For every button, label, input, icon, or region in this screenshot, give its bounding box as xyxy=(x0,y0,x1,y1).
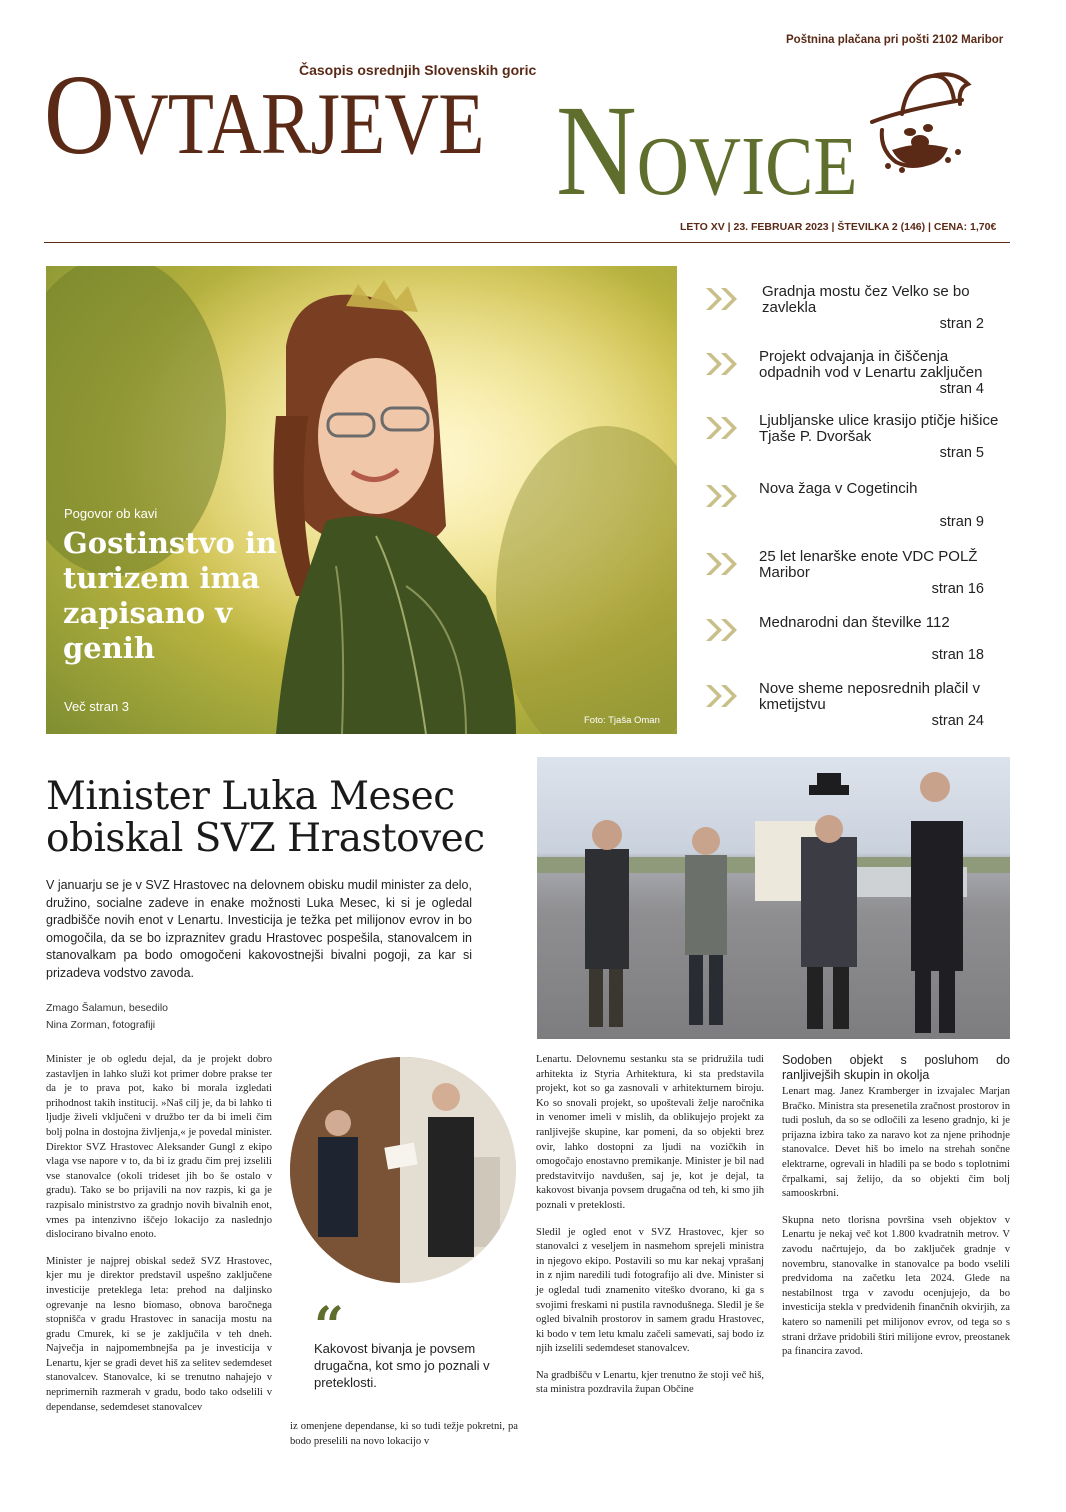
hero-title[interactable]: Gostinstvo in turizem ima zapisano v genih xyxy=(63,526,278,665)
toc-title: Nove sheme neposrednih plačil v kmetijstvu xyxy=(759,680,980,713)
toc-title: Ljubljanske ulice krasijo ptičje hišice Tjaše P. Dvoršak xyxy=(759,412,999,445)
double-chevron-right-icon xyxy=(704,683,740,709)
toc-title: Projekt odvajanja in čiščenja odpadnih vod v Lenartu zaključen xyxy=(759,348,983,381)
toc-title: Nova žaga v Cogetincih xyxy=(759,480,918,497)
toc-page: stran 9 xyxy=(939,514,984,530)
article-paragraph: Skupna neto tlorisna površina vseh objektov v Lenartu je nekaj več kot 1.800 kvadratnih metrov. V zavodu načrtujejo, da bo zaključek gradnje v novembru, stanovalke in stanovalce pa bodo vselili predvidoma na začetku leta 2024. Glede na nestabilnost trga v zavodu ocenjujejo, da bo investicija stekla v predvidenih finančnih okvirjih, za katero so namenili pet milijonov evrov, od tega so s strani države pridobili štiri milijone evrov, preostanek pa financira zavod. xyxy=(782,1214,1010,1358)
article-paragraph: Lenart mag. Janez Kramberger in izvajalec Marjan Bračko. Ministra sta presenetila zračnost prostorov in tudi posluh, da so se odločili za leseno gradnjo, ki je prijazna izbira tako za naravo kot za njene prihodnje stanovalce. Devet hiš bo imelo na strehah sončne elektrarne, ogrevali in hladili pa se bodo s toplotnimi črpalkami, saj želijo, da so objekti čim bolj samooskrbni. xyxy=(782,1086,1010,1200)
issue-line: LETO XV | 23. FEBRUAR 2023 | ŠTEVILKA 2 (146) | CENA: 1,70€ xyxy=(680,221,997,233)
article-column-4 xyxy=(782,1053,1010,1372)
main-photo-illustration xyxy=(537,757,1010,1039)
article-column-1 xyxy=(46,1053,272,1427)
toc-page: stran 18 xyxy=(931,647,984,663)
double-chevron-right-icon xyxy=(704,286,740,312)
article-paragraph: iz omenjene dependanse, ki so tudi težje pokretni, pa bodo preselili na novo lokacijo v xyxy=(290,1421,518,1447)
subheading: Sodoben objekt s posluhom do ranljivejših skupin in okolja xyxy=(782,1053,1010,1082)
article-column-2 xyxy=(290,1420,518,1461)
toc-item[interactable] xyxy=(704,413,1004,465)
article-paragraph: Minister je najprej obiskal sedež SVZ Hrastovec, kjer mu je direktor predstavil uspešno zaključene investicije preteklega leta: prehod na daljinsko ogrevanje na lesno biomaso, obnova baročnega stopnišča v gradu Hrastovec in sanacija mostu na gradu Cmurek, ki se je zaključila v teh dneh. Največja in najpomembnejša pa je investicija v Lenartu, kjer se gradi devet hiš za selitev sedemdeset stanovalcev. Stanovalce, ki se trenutno nahajejo v neprimernih razmerah v gradu, bodo tako odselili v dependanse, sedemdeset stanovalcev xyxy=(46,1255,272,1413)
masthead-rule xyxy=(44,242,1010,243)
circle-photo-illustration xyxy=(290,1057,516,1283)
masthead-rest-2: OVICE xyxy=(636,120,858,213)
double-chevron-right-icon xyxy=(704,483,740,509)
masthead-rest-1: VTARJEVE xyxy=(113,76,484,173)
article-main-photo xyxy=(537,757,1010,1039)
toc-title: Gradnja mostu čez Velko se bo zavlekla xyxy=(762,283,970,316)
masthead-subtitle: Časopis osrednjih Slovenskih goric xyxy=(299,62,537,78)
toc-item[interactable] xyxy=(704,481,1004,533)
article-paragraph: Na gradbišču v Lenartu, kjer trenutno že stoji več hiš, sta ministra pozdravila župan Občine xyxy=(536,1369,764,1396)
toc-page: stran 2 xyxy=(939,316,984,332)
pull-quote: Kakovost bivanja je povsem drugačna, kot smo jo poznali v preteklosti. xyxy=(314,1341,490,1390)
quote-mark-icon: “ xyxy=(314,1296,344,1357)
double-chevron-right-icon xyxy=(704,415,740,441)
double-chevron-right-icon xyxy=(704,551,740,577)
article-credits xyxy=(46,1000,168,1034)
farmer-face-logo xyxy=(862,70,972,174)
article-circle-photo xyxy=(290,1057,516,1283)
masthead-initial-o: O xyxy=(44,51,114,178)
credit-text: Zmago Šalamun, besedilo xyxy=(46,1002,168,1014)
double-chevron-right-icon xyxy=(704,617,740,643)
toc-item[interactable] xyxy=(704,284,1004,336)
hero-more-link[interactable]: Več stran 3 xyxy=(64,699,130,714)
masthead-initial-n: N xyxy=(556,79,637,223)
toc-page: stran 5 xyxy=(939,445,984,461)
toc-item[interactable] xyxy=(704,615,1004,667)
toc-title: 25 let lenarške enote VDC POLŽ Maribor xyxy=(759,548,978,581)
article-paragraph: Minister je ob ogledu dejal, da je projekt dobro zastavljen in lahko služi kot primer dobre prakse ter da je to prava pot, kako bi morala izgledati prihodnost takih institucij. »Naš cilj je, da bi lahko ti ljudje živeli vključeni v družbo ter da bi imeli čim bolj polna in dostojna življenja,« je povedal minister. Direktor SVZ Hrastovec Aleksander Gungl z ekipo vlaga vse napore v to, da bi iz gradu čim prej izselili vse stanovalce (okoli trideset jih bo še ostalo v gradu). Tako se bo prijavili na nov razpis, ki ga je razpisalo ministrstvo za gradnjo novih bivalnih enot, vmes pa intenzivno iščejo lokacijo za naslednjo dislocirano bivalno enoto. xyxy=(46,1054,272,1241)
hero-photo-credit: Foto: Tjaša Oman xyxy=(584,715,660,726)
toc-page: stran 16 xyxy=(931,581,984,597)
toc-item[interactable] xyxy=(704,349,1004,401)
double-chevron-right-icon xyxy=(704,351,740,377)
toc-page: stran 4 xyxy=(939,381,984,397)
article-lead: V januarju se je v SVZ Hrastovec na delovnem obisku mudil minister za delo, družino, socialne zadeve in enake možnosti Luka Mesec, ki si je ogledal gradbišče novih enot v Lenartu. Investicija je težka pet milijonov evrov in bo omogočila, da se bo izpraznitev gradu Hrastovec pospešila, stanovalcem in stanovalkam pa bodo omogočeni kakovostnejši bivalni pogoji, za kar si prizadeva vodstvo zavoda. xyxy=(46,878,472,980)
hero-section-label: Pogovor ob kavi xyxy=(64,506,158,521)
postage-note: Poštnina plačana pri pošti 2102 Maribor xyxy=(786,34,1004,46)
toc-item[interactable] xyxy=(704,549,1004,601)
masthead-title-part1 xyxy=(44,51,484,178)
article-paragraph: Sledil je ogled enot v SVZ Hrastovec, kjer so stanovalci z veseljem in nasmehom sprejeli ministra in njegovo ekipo. Postavili so mu kar nekaj vprašanj in z njim naredili tudi fotografijo ali dve. Minister si je ogledal tudi znamenito viteško dvorano, ki ga s svojimi freskami ni pustila ravnodušnega. Sledil je še ogled bivalnih prostorov in samem gradu Hrastovec, ki bodo v tem letu kmalu začeli samevati, saj bodo iz njih izselili sedemdeset stanovalcev. xyxy=(536,1226,764,1355)
toc-page: stran 24 xyxy=(931,713,984,729)
toc-item[interactable] xyxy=(704,681,1004,733)
article-paragraph: Lenartu. Delovnemu sestanku sta se pridružila tudi arhitekta iz Styria Arhitektura, ki sta predstavila projekt, kot so ga zasnovali v arhitekturnem biroju. Ko so snovali projekt, so upoštevali želje naročnika in venomer imeli v mislih, da oblikujejo projekt za ranljivejše skupine, kar pomeni, da so objekti brez ovir, lahko dostopni za ljudi na vozičkih in omogočajo enostavno premikanje. Minister je bil nad predstavitvijo navdušen, saj je, kot je dejal, ta kakovost bivanja povsem drugačna od teh, ki smo jih poznali v preteklosti. xyxy=(536,1054,764,1211)
article-column-3 xyxy=(536,1053,764,1410)
article-headline: Minister Luka Mesec obiskal SVZ Hrastovec xyxy=(46,774,485,861)
masthead-title-part2 xyxy=(556,79,858,223)
toc-title: Mednarodni dan številke 112 xyxy=(759,614,950,631)
credit-photo: Nina Zorman, fotografiji xyxy=(46,1019,156,1031)
